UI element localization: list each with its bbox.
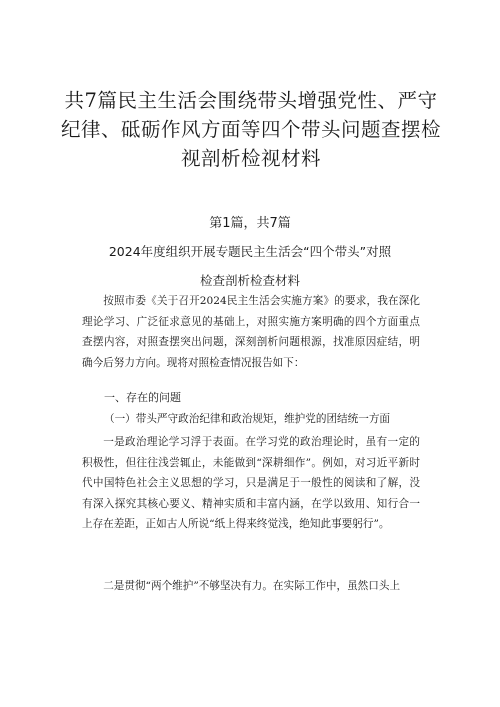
point-2-paragraph: 二是贯彻“两个维护”不够坚决有力。在实际工作中，虽然口头上 [103, 580, 401, 592]
intro-paragraph: 按照市委《关于召开2024民主生活会实施方案》的要求，我在深化理论学习、广泛征求意见的基础上，对照实施方案明确的四个方面重点查摆内容，对照查摆突出问题，深刻剖析问题根源，找准原因症结，明确今后努力方向。现将对照检查情况报告如下： [82, 295, 420, 369]
document-title: 共7篇民主生活会围绕带头增强党性、严守纪律、砥砺作风方面等四个带头问题查摆检视剖析检视材料 [60, 89, 441, 170]
point-1-paragraph: 一是政治理论学习浮于表面。在学习党的政治理论时，虽有一定的积极性，但往往浅尝辄止，未能做到“深耕细作”。例如，对习近平新时代中国特色社会主义思想的学习，只是满足于一般性的阅读和了解，没有深入探究其核心要义、精神实质和丰富内涵，在学以致用、知行合一上存在差距，正如古人所说“纸上得来终觉浅，绝知此事要躬行”。 [82, 436, 420, 531]
section-heading-problems: 一、存在的问题 [104, 391, 181, 404]
subtitle-line-2: 检查剖析检查材料 [199, 273, 300, 288]
part-label: 第1篇，共7篇 [209, 216, 291, 231]
subsection-heading: （一）带头严守政治纪律和政治规矩，维护党的团结统一方面 [104, 413, 391, 425]
subtitle-line-1: 2024年度组织开展专题民主生活会“四个带头”对照 [108, 244, 392, 259]
